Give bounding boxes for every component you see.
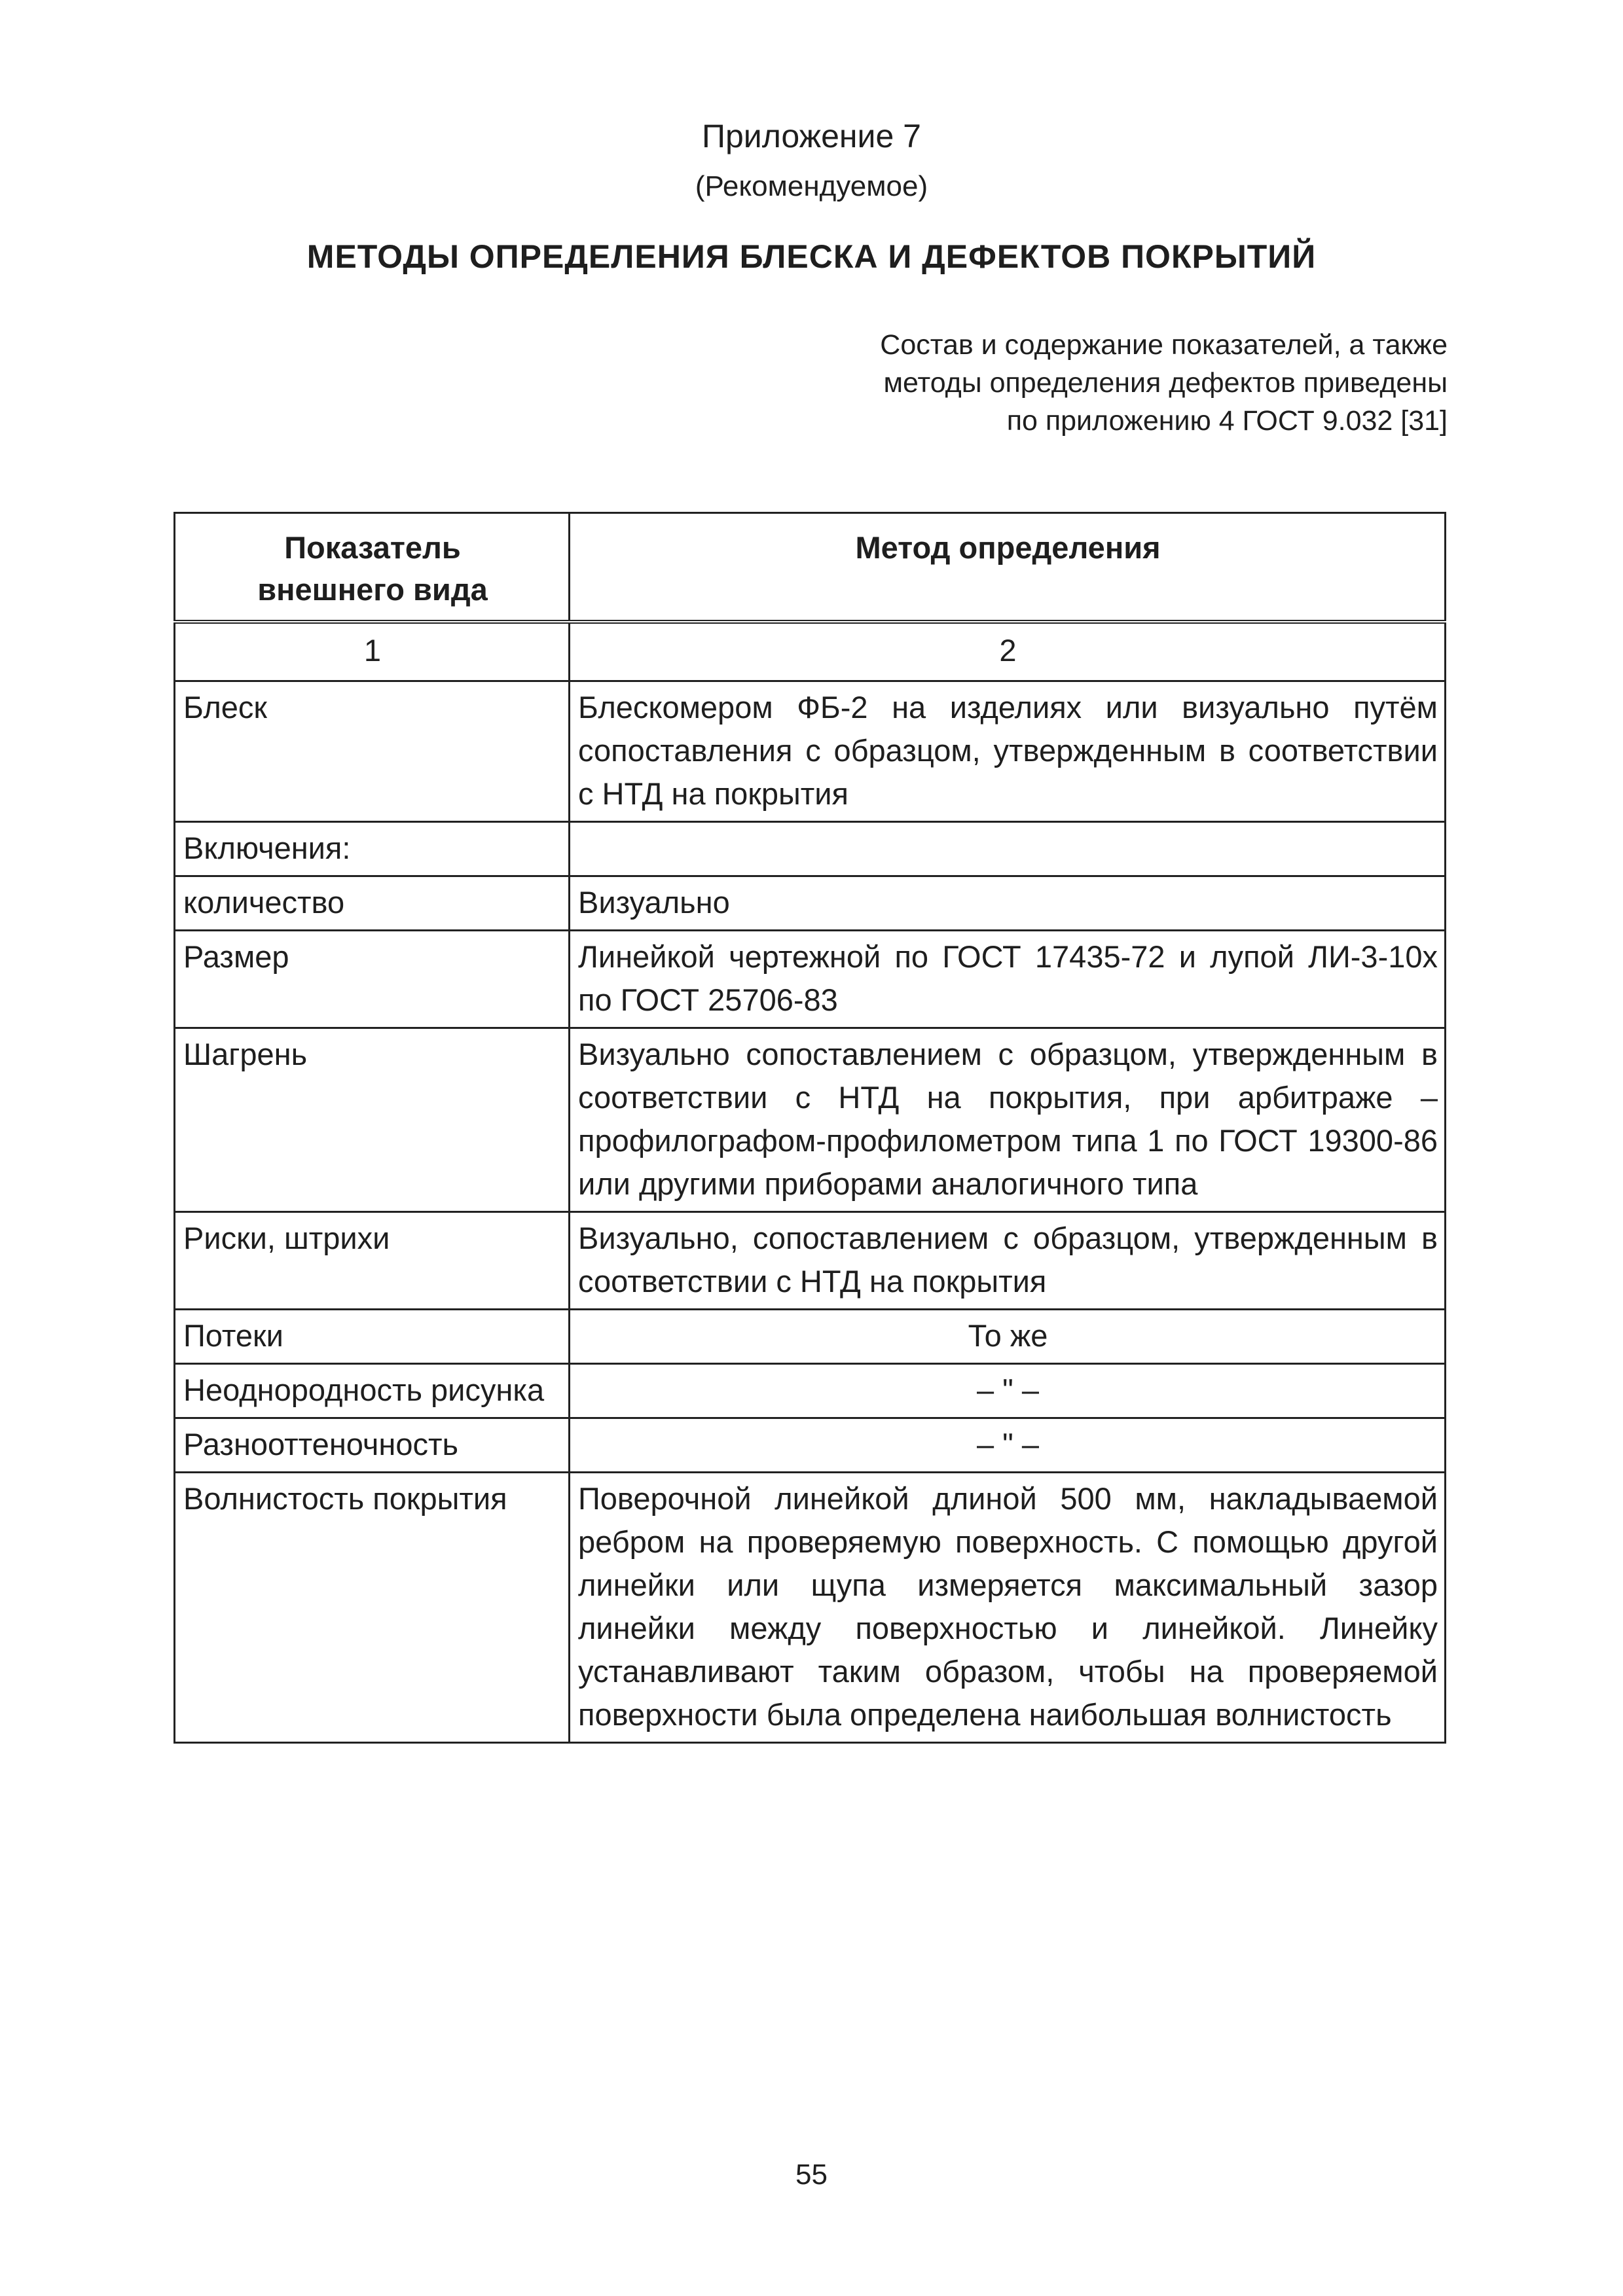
column-number-row — [175, 622, 1446, 681]
document-title: МЕТОДЫ ОПРЕДЕЛЕНИЯ БЛЕСКА И ДЕФЕКТОВ ПОКРЫТИЙ — [306, 238, 1317, 275]
method-cell: Визуально, сопоставлением с образцом, утвержденным в соответствии с НТД на покрытия — [570, 1212, 1446, 1310]
indicator-cell: Разнооттеночность — [175, 1418, 570, 1473]
indicator-cell: Блеск — [175, 681, 570, 822]
table-row — [175, 1364, 1446, 1418]
table-row — [175, 1212, 1446, 1310]
table-row — [175, 1418, 1446, 1473]
method-cell: – " – — [570, 1418, 1446, 1473]
header-method: Метод определения — [570, 513, 1446, 622]
method-cell: Линейкой чертежной по ГОСТ 17435-72 и лупой ЛИ-3-10х по ГОСТ 25706-83 — [570, 931, 1446, 1028]
indicator-cell: Потеки — [175, 1310, 570, 1364]
method-cell: То же — [570, 1310, 1446, 1364]
indicator-cell: Неоднородность рисунка — [175, 1364, 570, 1418]
indicator-cell: количество — [175, 876, 570, 931]
indicator-cell: Размер — [175, 931, 570, 1028]
intro-note-line: методы определения дефектов приведены — [883, 367, 1448, 399]
method-cell: – " – — [570, 1364, 1446, 1418]
method-cell: Блескомером ФБ-2 на изделиях или визуально путём сопоставления с образцом, утвержденным в соответствии с НТД на покрытия — [570, 681, 1446, 822]
header-indicator: Показатель внешнего вида — [175, 513, 570, 622]
methods-table — [173, 512, 1446, 1744]
method-cell: Поверочной линейкой длиной 500 мм, накладываемой ребром на проверяемую поверхность. С помощью другой линейки или щупа измеряется максимальный зазор линейки между поверхностью и линейкой. Линейку устанавливают таким образом, чтобы на проверяемой поверхности была определена наибольшая волнистость — [570, 1473, 1446, 1743]
table-row — [175, 1028, 1446, 1212]
intro-note-line: по приложению 4 ГОСТ 9.032 [31] — [1006, 405, 1448, 437]
method-cell: Визуально сопоставлением с образцом, утвержденным в соответствии с НТД на покрытия, при арбитраже – профилографом-профилометром типа 1 по ГОСТ 19300-86 или другими приборами аналогичного типа — [570, 1028, 1446, 1212]
table-row — [175, 1310, 1446, 1364]
table-row — [175, 1473, 1446, 1743]
table-row — [175, 876, 1446, 931]
appendix-label: Приложение 7 — [702, 118, 921, 154]
table-row — [175, 931, 1446, 1028]
method-cell: Визуально — [570, 876, 1446, 931]
indicator-cell: Включения: — [175, 822, 570, 876]
table-header-row — [175, 513, 1446, 622]
appendix-status-note: (Рекомендуемое) — [695, 170, 928, 202]
indicator-cell: Риски, штрихи — [175, 1212, 570, 1310]
page-number: 55 — [795, 2159, 828, 2191]
intro-note — [596, 326, 1448, 440]
indicator-cell: Шагрень — [175, 1028, 570, 1212]
method-cell — [570, 822, 1446, 876]
intro-note-line: Состав и содержание показателей, а также — [880, 329, 1448, 361]
table-row — [175, 822, 1446, 876]
table-row — [175, 681, 1446, 822]
column-number: 2 — [570, 622, 1446, 681]
column-number: 1 — [175, 622, 570, 681]
indicator-cell: Волнистость покрытия — [175, 1473, 570, 1743]
